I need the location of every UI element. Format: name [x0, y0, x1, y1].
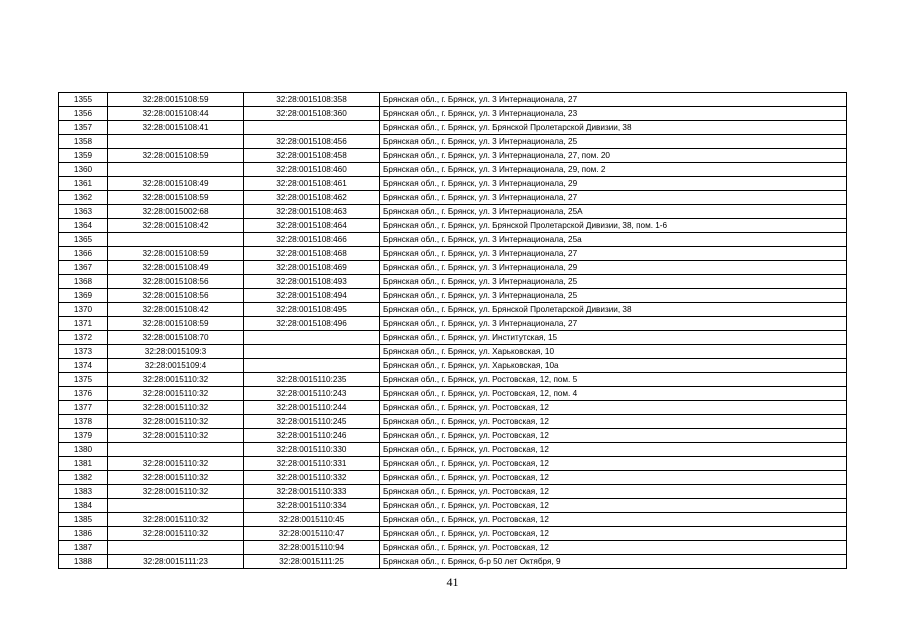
parcel-cadastral-number-cell: 32:28:0015110:32 [108, 415, 244, 429]
table-row [59, 527, 847, 541]
parcel-cadastral-number-cell [108, 443, 244, 457]
object-cadastral-number-cell: 32:28:0015110:94 [244, 541, 380, 555]
table-row [59, 555, 847, 569]
address-cell: Брянская обл., г. Брянск, ул. Ростовская, 12 [380, 513, 847, 527]
address-cell: Брянская обл., г. Брянск, ул. 3 Интернационала, 27 [380, 191, 847, 205]
object-cadastral-number-cell: 32:28:0015110:332 [244, 471, 380, 485]
row-number-cell: 1361 [59, 177, 108, 191]
row-number-cell: 1366 [59, 247, 108, 261]
address-cell: Брянская обл., г. Брянск, ул. 3 Интернационала, 27 [380, 93, 847, 107]
parcel-cadastral-number-cell: 32:28:0015108:44 [108, 107, 244, 121]
object-cadastral-number-cell: 32:28:0015108:464 [244, 219, 380, 233]
registry-table-body [59, 93, 847, 569]
address-cell: Брянская обл., г. Брянск, ул. Харьковская, 10а [380, 359, 847, 373]
object-cadastral-number-cell: 32:28:0015110:330 [244, 443, 380, 457]
object-cadastral-number-cell: 32:28:0015110:246 [244, 429, 380, 443]
object-cadastral-number-cell: 32:28:0015108:460 [244, 163, 380, 177]
object-cadastral-number-cell: 32:28:0015110:244 [244, 401, 380, 415]
parcel-cadastral-number-cell: 32:28:0015109:3 [108, 345, 244, 359]
parcel-cadastral-number-cell: 32:28:0015108:42 [108, 219, 244, 233]
table-row [59, 471, 847, 485]
row-number-cell: 1379 [59, 429, 108, 443]
address-cell: Брянская обл., г. Брянск, ул. Харьковская, 10 [380, 345, 847, 359]
object-cadastral-number-cell: 32:28:0015108:494 [244, 289, 380, 303]
parcel-cadastral-number-cell: 32:28:0015110:32 [108, 485, 244, 499]
parcel-cadastral-number-cell: 32:28:0015110:32 [108, 471, 244, 485]
object-cadastral-number-cell: 32:28:0015108:469 [244, 261, 380, 275]
table-row [59, 261, 847, 275]
table-row [59, 163, 847, 177]
address-cell: Брянская обл., г. Брянск, ул. Ростовская, 12 [380, 415, 847, 429]
table-row [59, 401, 847, 415]
parcel-cadastral-number-cell: 32:28:0015002:68 [108, 205, 244, 219]
row-number-cell: 1367 [59, 261, 108, 275]
object-cadastral-number-cell: 32:28:0015108:358 [244, 93, 380, 107]
parcel-cadastral-number-cell [108, 233, 244, 247]
row-number-cell: 1357 [59, 121, 108, 135]
address-cell: Брянская обл., г. Брянск, ул. 3 Интернационала, 27, пом. 20 [380, 149, 847, 163]
row-number-cell: 1380 [59, 443, 108, 457]
row-number-cell: 1382 [59, 471, 108, 485]
object-cadastral-number-cell: 32:28:0015110:235 [244, 373, 380, 387]
parcel-cadastral-number-cell [108, 541, 244, 555]
address-cell: Брянская обл., г. Брянск, ул. Ростовская, 12 [380, 485, 847, 499]
address-cell: Брянская обл., г. Брянск, ул. Ростовская, 12 [380, 401, 847, 415]
address-cell: Брянская обл., г. Брянск, ул. Ростовская, 12 [380, 429, 847, 443]
row-number-cell: 1381 [59, 457, 108, 471]
row-number-cell: 1377 [59, 401, 108, 415]
registry-table [58, 92, 847, 569]
address-cell: Брянская обл., г. Брянск, ул. 3 Интернационала, 27 [380, 317, 847, 331]
object-cadastral-number-cell: 32:28:0015108:496 [244, 317, 380, 331]
table-row [59, 541, 847, 555]
row-number-cell: 1369 [59, 289, 108, 303]
row-number-cell: 1355 [59, 93, 108, 107]
parcel-cadastral-number-cell [108, 135, 244, 149]
row-number-cell: 1363 [59, 205, 108, 219]
row-number-cell: 1373 [59, 345, 108, 359]
parcel-cadastral-number-cell: 32:28:0015110:32 [108, 387, 244, 401]
table-row [59, 331, 847, 345]
table-row [59, 415, 847, 429]
parcel-cadastral-number-cell: 32:28:0015108:56 [108, 289, 244, 303]
table-row [59, 317, 847, 331]
address-cell: Брянская обл., г. Брянск, ул. 3 Интернационала, 25а [380, 233, 847, 247]
parcel-cadastral-number-cell: 32:28:0015110:32 [108, 457, 244, 471]
row-number-cell: 1378 [59, 415, 108, 429]
object-cadastral-number-cell: 32:28:0015110:245 [244, 415, 380, 429]
object-cadastral-number-cell: 32:28:0015108:456 [244, 135, 380, 149]
object-cadastral-number-cell [244, 359, 380, 373]
table-row [59, 177, 847, 191]
row-number-cell: 1384 [59, 499, 108, 513]
address-cell: Брянская обл., г. Брянск, ул. 3 Интернационала, 25А [380, 205, 847, 219]
table-row [59, 513, 847, 527]
object-cadastral-number-cell: 32:28:0015108:468 [244, 247, 380, 261]
page-number: 41 [446, 575, 459, 589]
parcel-cadastral-number-cell: 32:28:0015108:59 [108, 247, 244, 261]
parcel-cadastral-number-cell: 32:28:0015108:59 [108, 317, 244, 331]
parcel-cadastral-number-cell: 32:28:0015108:56 [108, 275, 244, 289]
parcel-cadastral-number-cell: 32:28:0015110:32 [108, 429, 244, 443]
parcel-cadastral-number-cell: 32:28:0015108:70 [108, 331, 244, 345]
parcel-cadastral-number-cell: 32:28:0015108:59 [108, 149, 244, 163]
parcel-cadastral-number-cell: 32:28:0015108:42 [108, 303, 244, 317]
row-number-cell: 1387 [59, 541, 108, 555]
row-number-cell: 1371 [59, 317, 108, 331]
row-number-cell: 1383 [59, 485, 108, 499]
table-row [59, 93, 847, 107]
parcel-cadastral-number-cell: 32:28:0015110:32 [108, 527, 244, 541]
parcel-cadastral-number-cell: 32:28:0015110:32 [108, 401, 244, 415]
table-row [59, 121, 847, 135]
address-cell: Брянская обл., г. Брянск, ул. Брянской Пролетарской Дивизии, 38, пом. 1-6 [380, 219, 847, 233]
parcel-cadastral-number-cell: 32:28:0015108:59 [108, 191, 244, 205]
table-row [59, 303, 847, 317]
row-number-cell: 1359 [59, 149, 108, 163]
row-number-cell: 1362 [59, 191, 108, 205]
row-number-cell: 1385 [59, 513, 108, 527]
table-row [59, 387, 847, 401]
table-row [59, 233, 847, 247]
address-cell: Брянская обл., г. Брянск, ул. Ростовская, 12, пом. 4 [380, 387, 847, 401]
address-cell: Брянская обл., г. Брянск, ул. Ростовская, 12 [380, 471, 847, 485]
address-cell: Брянская обл., г. Брянск, ул. 3 Интернационала, 25 [380, 275, 847, 289]
table-row [59, 359, 847, 373]
address-cell: Брянская обл., г. Брянск, ул. Брянской Пролетарской Дивизии, 38 [380, 303, 847, 317]
object-cadastral-number-cell [244, 331, 380, 345]
object-cadastral-number-cell: 32:28:0015110:334 [244, 499, 380, 513]
address-cell: Брянская обл., г. Брянск, ул. Институтская, 15 [380, 331, 847, 345]
table-row [59, 219, 847, 233]
parcel-cadastral-number-cell: 32:28:0015109:4 [108, 359, 244, 373]
table-row [59, 205, 847, 219]
parcel-cadastral-number-cell: 32:28:0015108:59 [108, 93, 244, 107]
table-row [59, 457, 847, 471]
object-cadastral-number-cell: 32:28:0015108:463 [244, 205, 380, 219]
address-cell: Брянская обл., г. Брянск, ул. 3 Интернационала, 25 [380, 289, 847, 303]
address-cell: Брянская обл., г. Брянск, ул. Ростовская, 12 [380, 443, 847, 457]
address-cell: Брянская обл., г. Брянск, ул. 3 Интернационала, 23 [380, 107, 847, 121]
row-number-cell: 1365 [59, 233, 108, 247]
object-cadastral-number-cell: 32:28:0015108:466 [244, 233, 380, 247]
row-number-cell: 1364 [59, 219, 108, 233]
table-row [59, 485, 847, 499]
object-cadastral-number-cell: 32:28:0015110:45 [244, 513, 380, 527]
address-cell: Брянская обл., г. Брянск, ул. 3 Интернационала, 25 [380, 135, 847, 149]
parcel-cadastral-number-cell: 32:28:0015108:49 [108, 177, 244, 191]
parcel-cadastral-number-cell: 32:28:0015108:41 [108, 121, 244, 135]
row-number-cell: 1372 [59, 331, 108, 345]
table-row [59, 247, 847, 261]
parcel-cadastral-number-cell: 32:28:0015110:32 [108, 513, 244, 527]
address-cell: Брянская обл., г. Брянск, б-р 50 лет Октября, 9 [380, 555, 847, 569]
object-cadastral-number-cell: 32:28:0015110:243 [244, 387, 380, 401]
address-cell: Брянская обл., г. Брянск, ул. Ростовская, 12 [380, 457, 847, 471]
table-row [59, 443, 847, 457]
object-cadastral-number-cell [244, 345, 380, 359]
object-cadastral-number-cell: 32:28:0015111:25 [244, 555, 380, 569]
address-cell: Брянская обл., г. Брянск, ул. Ростовская, 12 [380, 499, 847, 513]
address-cell: Брянская обл., г. Брянск, ул. Ростовская, 12 [380, 541, 847, 555]
row-number-cell: 1376 [59, 387, 108, 401]
address-cell: Брянская обл., г. Брянск, ул. 3 Интернационала, 27 [380, 247, 847, 261]
address-cell: Брянская обл., г. Брянск, ул. 3 Интернационала, 29, пом. 2 [380, 163, 847, 177]
address-cell: Брянская обл., г. Брянск, ул. 3 Интернационала, 29 [380, 177, 847, 191]
address-cell: Брянская обл., г. Брянск, ул. 3 Интернационала, 29 [380, 261, 847, 275]
row-number-cell: 1370 [59, 303, 108, 317]
table-row [59, 499, 847, 513]
row-number-cell: 1360 [59, 163, 108, 177]
table-row [59, 373, 847, 387]
row-number-cell: 1368 [59, 275, 108, 289]
row-number-cell: 1388 [59, 555, 108, 569]
row-number-cell: 1356 [59, 107, 108, 121]
object-cadastral-number-cell: 32:28:0015110:333 [244, 485, 380, 499]
object-cadastral-number-cell: 32:28:0015110:331 [244, 457, 380, 471]
object-cadastral-number-cell: 32:28:0015108:462 [244, 191, 380, 205]
object-cadastral-number-cell: 32:28:0015108:495 [244, 303, 380, 317]
address-cell: Брянская обл., г. Брянск, ул. Брянской Пролетарской Дивизии, 38 [380, 121, 847, 135]
row-number-cell: 1375 [59, 373, 108, 387]
parcel-cadastral-number-cell [108, 163, 244, 177]
row-number-cell: 1374 [59, 359, 108, 373]
parcel-cadastral-number-cell: 32:28:0015111:23 [108, 555, 244, 569]
object-cadastral-number-cell [244, 121, 380, 135]
object-cadastral-number-cell: 32:28:0015108:458 [244, 149, 380, 163]
address-cell: Брянская обл., г. Брянск, ул. Ростовская, 12 [380, 527, 847, 541]
parcel-cadastral-number-cell: 32:28:0015108:49 [108, 261, 244, 275]
object-cadastral-number-cell: 32:28:0015108:360 [244, 107, 380, 121]
table-row [59, 191, 847, 205]
table-row [59, 429, 847, 443]
table-row [59, 107, 847, 121]
row-number-cell: 1358 [59, 135, 108, 149]
table-row [59, 289, 847, 303]
address-cell: Брянская обл., г. Брянск, ул. Ростовская, 12, пом. 5 [380, 373, 847, 387]
table-row [59, 135, 847, 149]
object-cadastral-number-cell: 32:28:0015108:493 [244, 275, 380, 289]
row-number-cell: 1386 [59, 527, 108, 541]
table-row [59, 275, 847, 289]
table-row [59, 345, 847, 359]
object-cadastral-number-cell: 32:28:0015108:461 [244, 177, 380, 191]
parcel-cadastral-number-cell: 32:28:0015110:32 [108, 373, 244, 387]
object-cadastral-number-cell: 32:28:0015110:47 [244, 527, 380, 541]
table-row [59, 149, 847, 163]
parcel-cadastral-number-cell [108, 499, 244, 513]
